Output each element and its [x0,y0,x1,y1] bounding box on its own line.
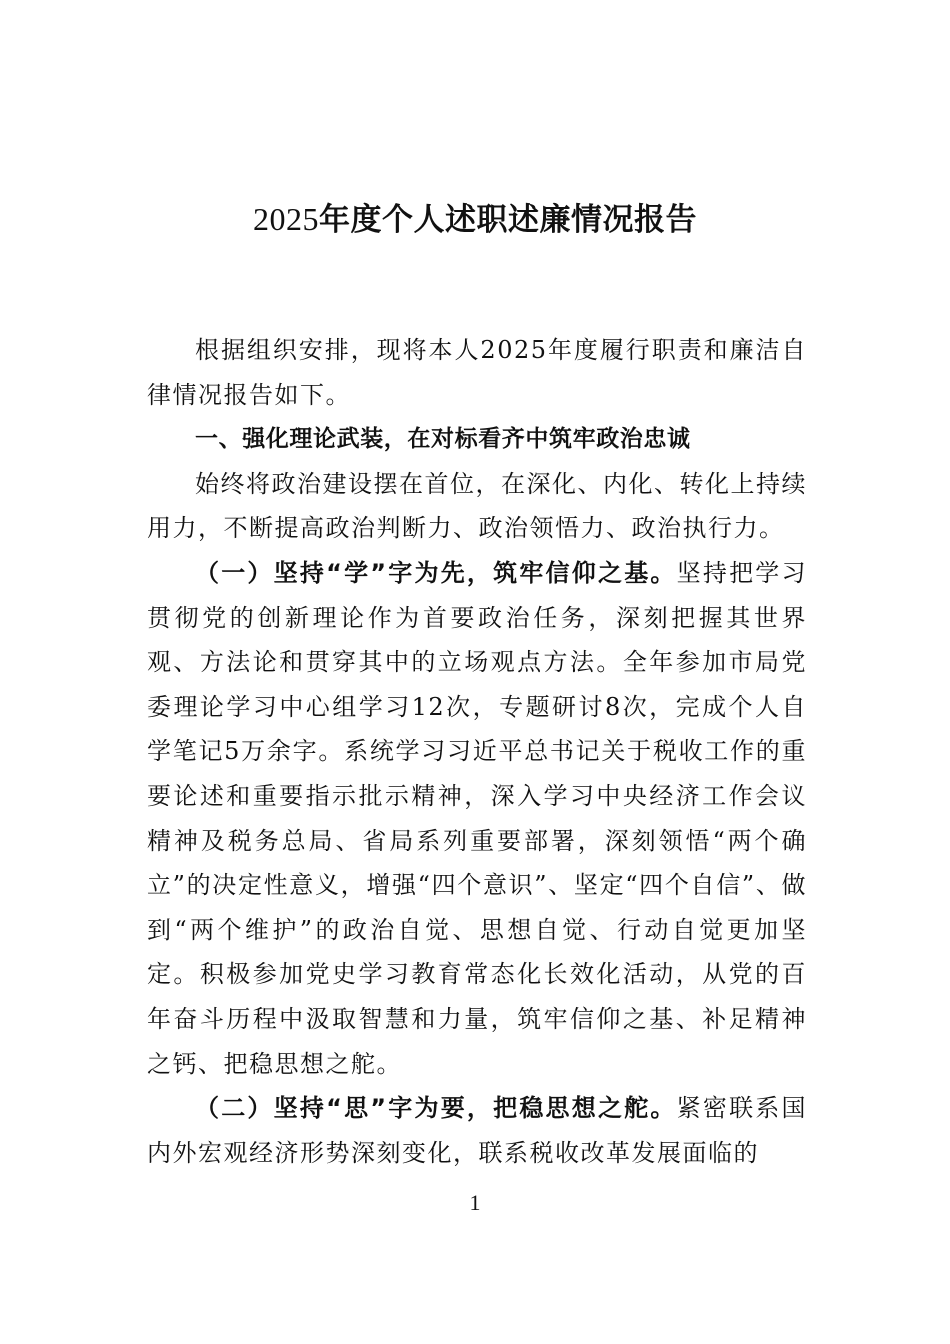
subsection-2-paragraph [147,1086,807,1175]
section-heading-1: 一、强化理论武装，在对标看齐中筑牢政治忠诚 [195,426,691,453]
section-1-paragraph: 始终将政治建设摆在首位，在深化、内化、转化上持续用力，不断提高政治判断力、政治领悟力、政治执行力。 [147,469,807,543]
document-title [0,196,950,243]
intro-paragraph: 根据组织安排，现将本人2025年度履行职责和廉洁自律情况报告如下。 [147,336,807,409]
subsection-1-lead: （一）坚持“学”字为先，筑牢信仰之基。 [195,558,677,587]
title-year: 2025 [253,201,319,237]
page-number: 1 [469,1190,481,1215]
title-text: 年度个人述职述廉情况报告 [319,202,697,238]
subsection-1-body: 坚持把学习贯彻党的创新理论作为首要政治任务，深刻把握其世界观、方法论和贯穿其中的立场观点方法。全年参加市局党委理论学习中心组学习12次，专题研讨8次，完成个人自学笔记5万余字。系统学习习近平总书记关于税收工作的重要论述和重要指示批示精神，深入学习中央经济工作会议精神及税务总局、省局系列重要部署，深刻领悟“两个确立”的决定性意义，增强“四个意识”、坚定“四个自信”、做到“两个维护”的政治自觉、思想自觉、行动自觉更加坚定。积极参加党史学习教育常态化长效化活动，从党的百年奋斗历程中汲取智慧和力量，筑牢信仰之基、补足精神之钙、把稳思想之舵。 [147,558,808,1078]
document-body [147,328,807,1175]
subsection-2-body: 紧密联系国内外宏观经济形势深刻变化，联系税收改革发展面临的 [147,1094,808,1167]
subsection-1-paragraph [147,551,807,1086]
subsection-2-lead: （二）坚持“思”字为要，把稳思想之舵。 [195,1094,677,1123]
